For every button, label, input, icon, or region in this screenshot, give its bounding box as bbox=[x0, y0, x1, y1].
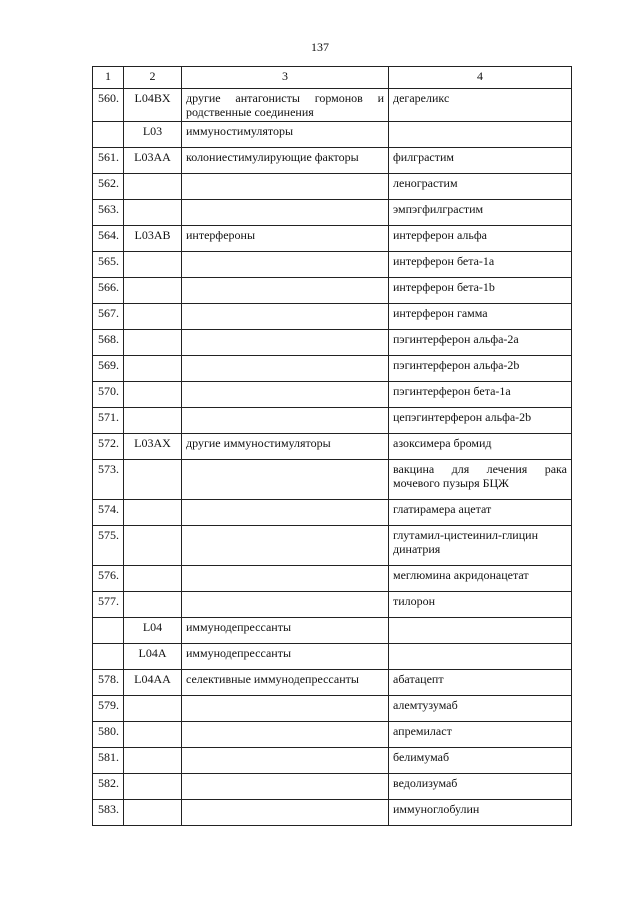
table-row bbox=[93, 330, 572, 356]
drug-name: ведолизумаб bbox=[389, 774, 572, 800]
table-row bbox=[93, 592, 572, 618]
row-number: 564. bbox=[93, 226, 124, 252]
row-number: 580. bbox=[93, 722, 124, 748]
row-number: 565. bbox=[93, 252, 124, 278]
drug-name: эмпэгфилграстим bbox=[389, 200, 572, 226]
empty-cell bbox=[182, 526, 389, 566]
table-row bbox=[93, 148, 572, 174]
row-number: 560. bbox=[93, 89, 124, 122]
drug-name: алемтузумаб bbox=[389, 696, 572, 722]
group-name: иммунодепрессанты bbox=[182, 644, 389, 670]
table-row bbox=[93, 382, 572, 408]
drug-name: пэгинтерферон бета-1a bbox=[389, 382, 572, 408]
empty-cell bbox=[182, 592, 389, 618]
empty-cell bbox=[124, 200, 182, 226]
row-number: 573. bbox=[93, 460, 124, 500]
drug-name: абатацепт bbox=[389, 670, 572, 696]
empty-cell bbox=[389, 618, 572, 644]
group-row bbox=[93, 122, 572, 148]
column-header-4: 4 bbox=[389, 67, 572, 89]
table-row bbox=[93, 748, 572, 774]
empty-cell bbox=[124, 592, 182, 618]
empty-cell bbox=[124, 408, 182, 434]
drug-name: цепэгинтерферон альфа-2b bbox=[389, 408, 572, 434]
table-header-row bbox=[93, 67, 572, 89]
empty-cell bbox=[182, 200, 389, 226]
atc-code: L03AB bbox=[124, 226, 182, 252]
empty-cell bbox=[182, 278, 389, 304]
empty-cell bbox=[182, 460, 389, 500]
empty-cell bbox=[182, 774, 389, 800]
drug-name: иммуноглобулин bbox=[389, 800, 572, 826]
drug-name: дегареликс bbox=[389, 89, 572, 122]
empty-cell bbox=[182, 566, 389, 592]
empty-cell bbox=[124, 330, 182, 356]
empty-cell bbox=[182, 408, 389, 434]
row-number: 582. bbox=[93, 774, 124, 800]
table-row bbox=[93, 356, 572, 382]
atc-code: L04 bbox=[124, 618, 182, 644]
table-row bbox=[93, 722, 572, 748]
row-number: 570. bbox=[93, 382, 124, 408]
table-row bbox=[93, 774, 572, 800]
table-row bbox=[93, 696, 572, 722]
row-number: 566. bbox=[93, 278, 124, 304]
table-row bbox=[93, 434, 572, 460]
table-row bbox=[93, 408, 572, 434]
group-name: другие иммуностимуляторы bbox=[182, 434, 389, 460]
atc-code: L03 bbox=[124, 122, 182, 148]
row-number: 575. bbox=[93, 526, 124, 566]
table-row bbox=[93, 278, 572, 304]
row-number: 583. bbox=[93, 800, 124, 826]
group-name: иммуностимуляторы bbox=[182, 122, 389, 148]
group-name: селективные иммунодепрессанты bbox=[182, 670, 389, 696]
empty-cell bbox=[182, 330, 389, 356]
empty-cell bbox=[124, 526, 182, 566]
drug-name: филграстим bbox=[389, 148, 572, 174]
empty-cell bbox=[182, 722, 389, 748]
drug-name: ленограстим bbox=[389, 174, 572, 200]
row-number: 579. bbox=[93, 696, 124, 722]
group-row bbox=[93, 644, 572, 670]
table-row bbox=[93, 226, 572, 252]
atc-code: L04BX bbox=[124, 89, 182, 122]
empty-cell bbox=[182, 252, 389, 278]
group-name: интерфероны bbox=[182, 226, 389, 252]
row-number: 568. bbox=[93, 330, 124, 356]
row-number: 578. bbox=[93, 670, 124, 696]
empty-cell bbox=[124, 800, 182, 826]
empty-cell bbox=[182, 382, 389, 408]
drug-name: интерферон бета-1b bbox=[389, 278, 572, 304]
empty-cell bbox=[182, 696, 389, 722]
table-row bbox=[93, 304, 572, 330]
table-row bbox=[93, 670, 572, 696]
empty-cell bbox=[93, 644, 124, 670]
table-row bbox=[93, 89, 572, 122]
table-row bbox=[93, 200, 572, 226]
drug-name: тилорон bbox=[389, 592, 572, 618]
empty-cell bbox=[182, 800, 389, 826]
row-number: 571. bbox=[93, 408, 124, 434]
group-name: колониестимулирующие факторы bbox=[182, 148, 389, 174]
table-row bbox=[93, 460, 572, 500]
drug-list-table bbox=[92, 66, 572, 826]
row-number: 572. bbox=[93, 434, 124, 460]
row-number: 576. bbox=[93, 566, 124, 592]
empty-cell bbox=[124, 500, 182, 526]
empty-cell bbox=[182, 174, 389, 200]
atc-code: L04A bbox=[124, 644, 182, 670]
row-number: 562. bbox=[93, 174, 124, 200]
empty-cell bbox=[182, 748, 389, 774]
empty-cell bbox=[124, 566, 182, 592]
empty-cell bbox=[93, 618, 124, 644]
empty-cell bbox=[182, 304, 389, 330]
drug-name: азоксимера бромид bbox=[389, 434, 572, 460]
table-row bbox=[93, 252, 572, 278]
row-number: 561. bbox=[93, 148, 124, 174]
page-number: 137 bbox=[311, 40, 329, 54]
empty-cell bbox=[124, 774, 182, 800]
empty-cell bbox=[124, 722, 182, 748]
empty-cell bbox=[124, 748, 182, 774]
row-number: 563. bbox=[93, 200, 124, 226]
row-number: 577. bbox=[93, 592, 124, 618]
empty-cell bbox=[124, 460, 182, 500]
empty-cell bbox=[124, 174, 182, 200]
drug-name: меглюмина акридонацетат bbox=[389, 566, 572, 592]
empty-cell bbox=[124, 382, 182, 408]
atc-code: L04AA bbox=[124, 670, 182, 696]
drug-name: интерферон гамма bbox=[389, 304, 572, 330]
row-number: 567. bbox=[93, 304, 124, 330]
row-number: 574. bbox=[93, 500, 124, 526]
row-number: 581. bbox=[93, 748, 124, 774]
table-row bbox=[93, 174, 572, 200]
empty-cell bbox=[124, 356, 182, 382]
empty-cell bbox=[124, 252, 182, 278]
row-number: 569. bbox=[93, 356, 124, 382]
column-header-1: 1 bbox=[93, 67, 124, 89]
empty-cell bbox=[389, 122, 572, 148]
table-row bbox=[93, 526, 572, 566]
drug-name: пэгинтерферон альфа-2a bbox=[389, 330, 572, 356]
drug-name: глатирамера ацетат bbox=[389, 500, 572, 526]
table-row bbox=[93, 800, 572, 826]
atc-code: L03AA bbox=[124, 148, 182, 174]
empty-cell bbox=[389, 644, 572, 670]
empty-cell bbox=[93, 122, 124, 148]
empty-cell bbox=[124, 278, 182, 304]
drug-name: глутамил-цистеинил-глицин динатрия bbox=[389, 526, 572, 566]
drug-name: белимумаб bbox=[389, 748, 572, 774]
group-row bbox=[93, 618, 572, 644]
empty-cell bbox=[124, 304, 182, 330]
empty-cell bbox=[124, 696, 182, 722]
drug-name: апремиласт bbox=[389, 722, 572, 748]
column-header-3: 3 bbox=[182, 67, 389, 89]
table-row bbox=[93, 500, 572, 526]
group-name: иммунодепрессанты bbox=[182, 618, 389, 644]
drug-name: пэгинтерферон альфа-2b bbox=[389, 356, 572, 382]
empty-cell bbox=[182, 356, 389, 382]
empty-cell bbox=[182, 500, 389, 526]
column-header-2: 2 bbox=[124, 67, 182, 89]
atc-code: L03AX bbox=[124, 434, 182, 460]
drug-name: интерферон бета-1a bbox=[389, 252, 572, 278]
drug-name: вакцина для лечения рака мочевого пузыря БЦЖ bbox=[389, 460, 572, 500]
drug-name: интерферон альфа bbox=[389, 226, 572, 252]
table-row bbox=[93, 566, 572, 592]
group-name: другие антагонисты гормонов и родственные соединения bbox=[182, 89, 389, 122]
